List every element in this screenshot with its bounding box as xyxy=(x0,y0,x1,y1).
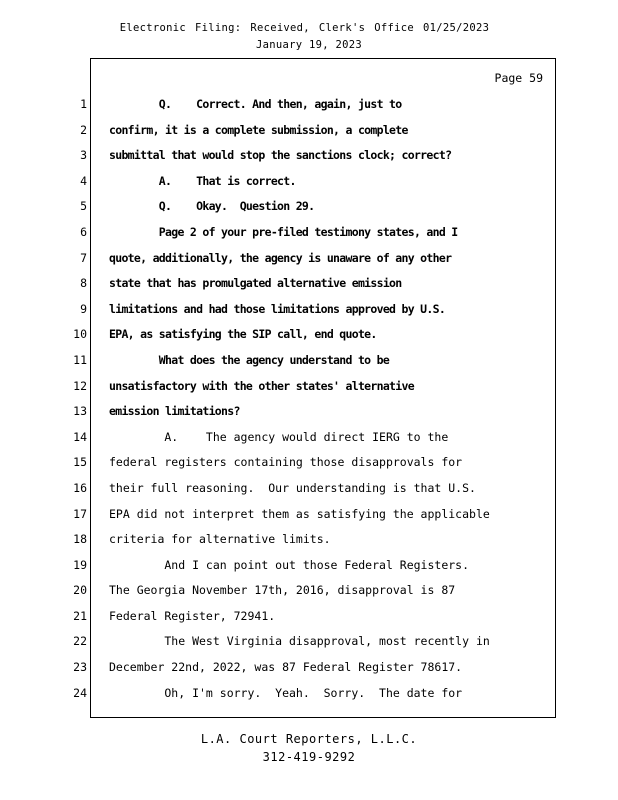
efiling-word-electronic: Electronic xyxy=(119,22,186,34)
line-text: A. The agency would direct IERG to the xyxy=(109,429,449,444)
line-number: 16 xyxy=(73,480,87,495)
transcript-line xyxy=(80,121,557,147)
line-text: Q. Correct. And then, again, just to xyxy=(109,97,402,111)
line-text: submittal that would stop the sanctions clock; correct? xyxy=(109,148,452,163)
transcript-line xyxy=(73,658,557,684)
line-number: 24 xyxy=(73,685,87,700)
line-text: EPA did not interpret them as satisfying the applicable xyxy=(109,506,490,521)
transcript-line xyxy=(73,351,557,377)
transcript-line xyxy=(80,223,557,249)
transcript-line xyxy=(80,146,557,172)
line-text: And I can point out those Federal Registers. xyxy=(109,557,470,572)
line-number: 23 xyxy=(73,660,87,675)
efiling-word-clerks: Clerk's xyxy=(318,22,366,34)
line-text: Federal Register, 72941. xyxy=(109,608,276,623)
line-number: 11 xyxy=(73,352,87,367)
transcript-line xyxy=(73,530,557,556)
line-number: 12 xyxy=(73,378,87,393)
line-text: quote, additionally, the agency is unaware of any other xyxy=(109,250,452,265)
line-number: 3 xyxy=(80,148,87,163)
line-text: federal registers containing those disapprovals for xyxy=(109,455,463,470)
line-number: 22 xyxy=(73,634,87,649)
transcript-line xyxy=(80,95,557,121)
line-text: Q. Okay. Question 29. xyxy=(109,199,315,214)
line-text: unsatisfactory with the other states' alternative xyxy=(109,378,414,393)
line-number: 15 xyxy=(73,455,87,470)
efiling-stamp-line2: January 19, 2023 xyxy=(256,39,362,51)
transcript-line xyxy=(73,428,557,454)
line-text: December 22nd, 2022, was 87 Federal Register 78617. xyxy=(109,660,463,675)
transcript-line xyxy=(73,684,557,710)
transcript-line xyxy=(80,300,557,326)
transcript-line xyxy=(73,556,557,582)
efiling-stamp-line1 xyxy=(0,20,618,37)
line-number: 9 xyxy=(80,301,87,316)
line-text: state that has promulgated alternative emission xyxy=(109,276,402,291)
transcript-line xyxy=(73,325,557,351)
line-text: their full reasoning. Our understanding is that U.S. xyxy=(109,480,476,495)
line-text: The Georgia November 17th, 2016, disapproval is 87 xyxy=(109,583,456,598)
line-number: 20 xyxy=(73,583,87,598)
line-number: 5 xyxy=(80,199,87,214)
line-number: 7 xyxy=(80,250,87,265)
transcript-line xyxy=(73,581,557,607)
line-text: Oh, I'm sorry. Yeah. Sorry. The date for xyxy=(109,685,463,700)
line-text: emission limitations? xyxy=(109,404,240,419)
efiling-stamp xyxy=(0,20,618,54)
transcript-body xyxy=(73,58,556,718)
transcript-line xyxy=(80,172,557,198)
line-number: 14 xyxy=(73,429,87,444)
transcript-line xyxy=(73,402,557,428)
efiling-word-office: Office xyxy=(374,22,415,34)
efiling-word-received: Received, xyxy=(250,22,310,34)
line-text: confirm, it is a complete submission, a complete xyxy=(109,122,408,137)
reporter-phone: 312-419-9292 xyxy=(262,750,356,764)
line-number: 10 xyxy=(73,327,87,342)
transcript-line xyxy=(73,479,557,505)
transcript-line xyxy=(73,377,557,403)
line-text: A. That is correct. xyxy=(109,173,296,188)
efiling-word-filing: Filing: xyxy=(194,22,242,34)
efiling-date: 01/25/2023 xyxy=(423,22,490,34)
line-text: EPA, as satisfying the SIP call, end quote. xyxy=(109,327,377,342)
transcript-line xyxy=(73,505,557,531)
transcript-line xyxy=(80,249,557,275)
line-number: 8 xyxy=(80,276,87,291)
line-number: 21 xyxy=(73,608,87,623)
transcript-line xyxy=(73,453,557,479)
transcript-line xyxy=(73,607,557,633)
line-number: 19 xyxy=(73,557,87,572)
transcript-line xyxy=(80,274,557,300)
line-number: 17 xyxy=(73,506,87,521)
line-number: 1 xyxy=(80,97,87,111)
line-number: 18 xyxy=(73,532,87,547)
transcript-line xyxy=(73,632,557,658)
line-number: 6 xyxy=(80,224,87,239)
transcript-lines xyxy=(73,95,557,709)
page-number-label: Page 59 xyxy=(494,71,543,85)
line-number: 2 xyxy=(80,122,87,137)
line-text: What does the agency understand to be xyxy=(109,352,390,367)
line-text: limitations and had those limitations approved by U.S. xyxy=(109,301,446,316)
page-footer xyxy=(0,730,618,766)
line-text: The West Virginia disapproval, most recently in xyxy=(109,634,490,649)
line-number: 13 xyxy=(73,404,87,419)
line-text: Page 2 of your pre-filed testimony states, and I xyxy=(109,224,458,239)
reporter-company: L.A. Court Reporters, L.L.C. xyxy=(200,732,418,746)
line-number: 4 xyxy=(80,173,87,188)
transcript-line xyxy=(80,197,557,223)
line-text: criteria for alternative limits. xyxy=(109,532,331,547)
